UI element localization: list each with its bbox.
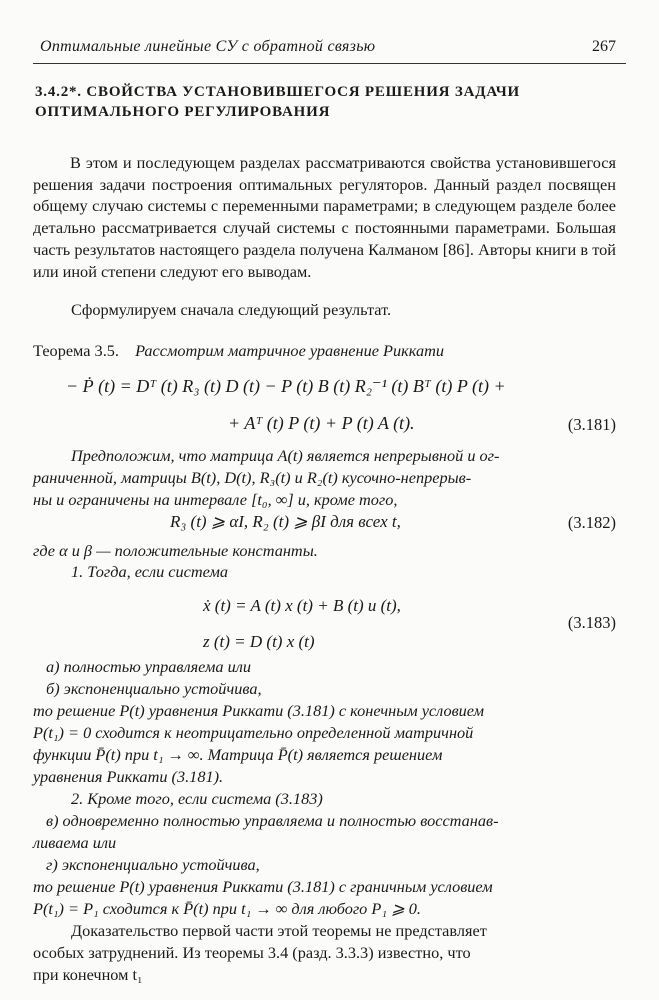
section-title-line2: ОПТИМАЛЬНОГО РЕГУЛИРОВАНИЯ bbox=[35, 104, 331, 120]
proof-line1: Доказательство первой части этой теоремы не представляет bbox=[71, 921, 487, 940]
formulate-line: Сформулируем сначала следующий результат. bbox=[71, 300, 392, 319]
assumption-line3: ны и ограничены на интервале [t₀, ∞] и, кроме того, bbox=[33, 490, 398, 509]
equation-3-183-line2: z (t) = D (t) x (t) bbox=[203, 632, 315, 651]
theorem-statement: Рассмотрим матричное уравнение Риккати bbox=[135, 341, 444, 360]
condition-b: б) экспоненциально устойчива, bbox=[46, 679, 262, 698]
item-2-line: 2. Кроме того, если система (3.183) bbox=[71, 789, 323, 808]
intro-paragraph bbox=[33, 152, 616, 282]
equation-3-181-line2: + Aᵀ (t) P (t) + P (t) A (t). bbox=[228, 413, 415, 433]
assumption-line2: раниченной, матрицы B(t), D(t), R₃(t) и R₂(t) кусочно-непрерыв- bbox=[33, 468, 472, 487]
theorem-heading bbox=[33, 341, 444, 361]
where-line: где α и β — положительные константы. bbox=[33, 541, 318, 560]
equation-3-181-line1: − Ṗ (t) = Dᵀ (t) R₃ (t) D (t) − P (t) B (t) R₂⁻¹ (t) Bᵀ (t) P (t) + bbox=[66, 376, 506, 396]
result1-line3: функции P̄(t) при t₁ → ∞. Матрица P̄(t) является решением bbox=[33, 745, 443, 764]
page-number: 267 bbox=[592, 38, 616, 55]
equation-number-3-182: (3.182) bbox=[567, 513, 616, 532]
assumption-line1: Предположим, что матрица A(t) является непрерывной и ог- bbox=[71, 446, 500, 465]
header-rule bbox=[33, 63, 626, 64]
result2-line1: то решение P(t) уравнения Риккати (3.181) с граничным условием bbox=[33, 877, 493, 896]
intro-paragraph-text: В этом и последующем разделах рассматриваются свойства установившегося решения задачи построения оптимальных регуляторов. Данный раздел посвящен общему случаю системы с переменными параметрами; в следующем разделе более детально рассматривается случай системы с постоянными параметрами. Большая часть результатов настоящего раздела получена Калманом [86]. Авторы книги в той или иной степени следуют его выводам. bbox=[33, 153, 616, 281]
running-title: Оптимальные линейные СУ с обратной связью bbox=[40, 38, 376, 55]
condition-v-line2: ливаема или bbox=[33, 833, 117, 852]
theorem-label: Теорема 3.5. bbox=[33, 341, 119, 360]
result1-line1: то решение P(t) уравнения Риккати (3.181) с конечным условием bbox=[33, 701, 485, 720]
condition-a: а) полностью управляема или bbox=[46, 657, 251, 676]
equation-number-3-181: (3.181) bbox=[567, 415, 616, 434]
result1-line2: P(t₁) = 0 сходится к неотрицательно определенной матричной bbox=[33, 723, 474, 742]
result1-line4: уравнения Риккати (3.181). bbox=[33, 767, 224, 786]
item-1-line: 1. Тогда, если система bbox=[71, 562, 229, 581]
condition-v-line1: в) одновременно полностью управляема и полностью восстанав- bbox=[46, 811, 499, 830]
section-title-line1: 3.4.2*. СВОЙСТВА УСТАНОВИВШЕГОСЯ РЕШЕНИЯ ЗАДАЧИ bbox=[35, 84, 520, 100]
equation-number-3-183: (3.183) bbox=[567, 613, 616, 632]
proof-line2: особых затруднений. Из теоремы 3.4 (разд. 3.3.3) известно, что bbox=[33, 943, 471, 962]
equation-3-183-line1: ẋ (t) = A (t) x (t) + B (t) u (t), bbox=[203, 596, 401, 615]
result2-line2: P(t₁) = P₁ сходится к P̄(t) при t₁ → ∞ для любого P₁ ⩾ 0. bbox=[33, 899, 421, 918]
proof-line3: при конечном t₁ bbox=[33, 965, 143, 984]
equation-3-182: R₃ (t) ⩾ αI, R₂ (t) ⩾ βI для всех t, bbox=[170, 512, 401, 531]
condition-g: г) экспоненциально устойчива, bbox=[46, 855, 260, 874]
